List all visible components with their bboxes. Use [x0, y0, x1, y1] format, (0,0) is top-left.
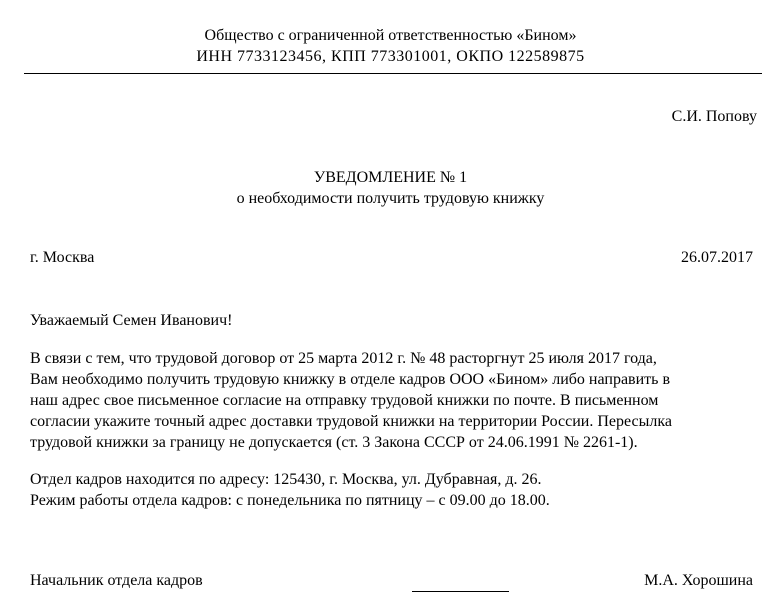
notice-title: УВЕДОМЛЕНИЕ № 1 — [313, 169, 468, 186]
signatory-name: М.А. Хорошина — [644, 572, 753, 589]
office-hours: Режим работы отдела кадров: с понедельника по пятницу – с 09.00 до 18.00. — [30, 492, 550, 509]
header-divider — [24, 73, 762, 74]
body-line: трудовой книжки за границу не допускается (ст. 3 Закона СССР от 24.06.1991 № 2261-1). — [30, 434, 638, 451]
company-name: Общество с ограниченной ответственностью «Бином» — [204, 27, 577, 44]
place: г. Москва — [30, 249, 95, 266]
notice-subtitle: о необходимости получить трудовую книжку — [236, 190, 545, 207]
body-paragraph — [30, 348, 760, 453]
addressee: С.И. Попову — [671, 108, 757, 125]
signature-line — [412, 591, 509, 592]
document-date: 26.07.2017 — [681, 249, 753, 266]
body-line: согласии укажите точный адрес доставки трудовой книжки на территории России. Пересылка — [30, 413, 672, 430]
office-info — [30, 469, 760, 511]
greeting: Уважаемый Семен Иванович! — [30, 312, 233, 329]
body-line: наш адрес свое письменное согласие на отправку трудовой книжки по почте. В письменном — [30, 392, 659, 409]
office-address: Отдел кадров находится по адресу: 125430, г. Москва, ул. Дубравная, д. 26. — [30, 471, 542, 488]
body-line: В связи с тем, что трудовой договор от 25 марта 2012 г. № 48 расторгнут 25 июля 2017 года, — [30, 350, 657, 367]
signatory-position: Начальник отдела кадров — [30, 572, 203, 589]
body-line: Вам необходимо получить трудовую книжку в отделе кадров ООО «Бином» либо направить в — [30, 371, 670, 388]
company-requisites: ИНН 7733123456, КПП 773301001, ОКПО 122589875 — [196, 48, 585, 65]
